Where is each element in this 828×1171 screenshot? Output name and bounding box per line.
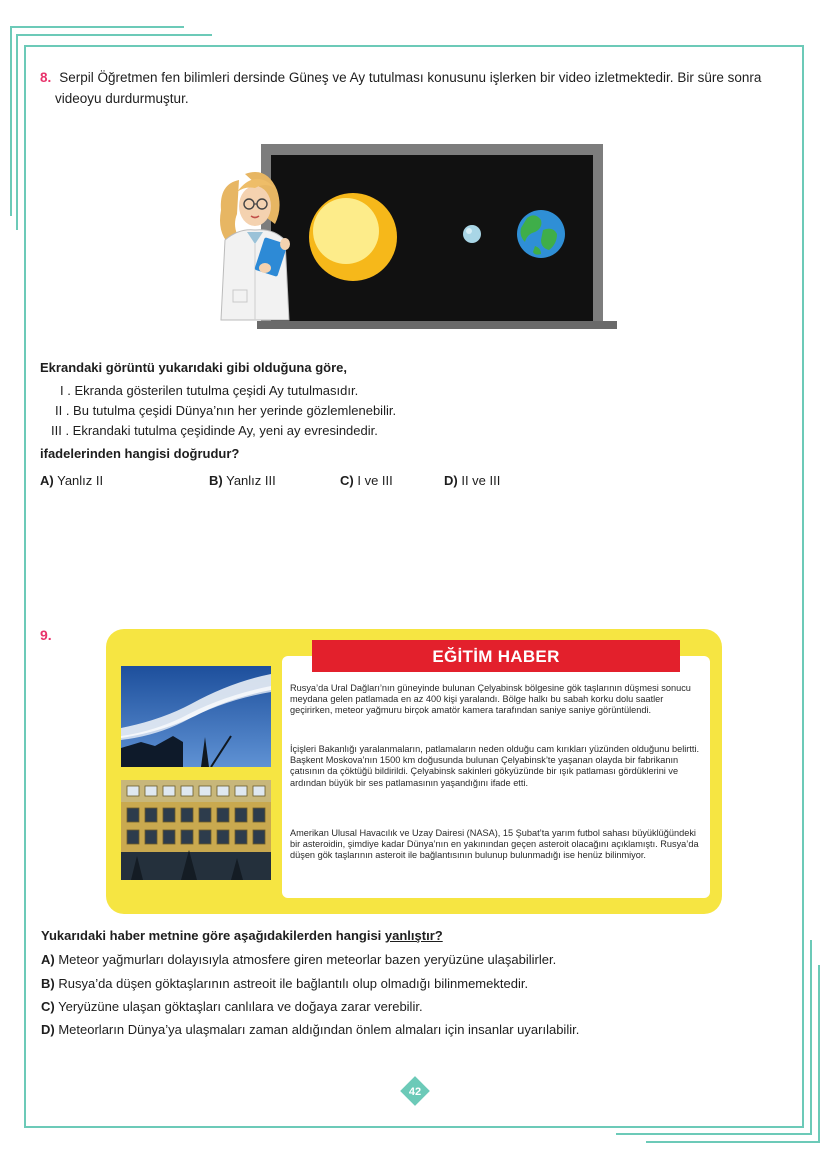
news-paragraph-2: İçişleri Bakanlığı yaralanmaların, patlamaların neden olduğu cam kırıkları yüzünden olduğunu belirtti. Başkent Moskova’nın 1500 km doğusunda bulunan Çelyabinsk’te yaşanan olayda bir fabrikanın çatısının da çöktüğü bildirildi. Çelyabinsk sakinleri gökyüzünde bir ışık patlaması gördüklerini ve ardından büyük bir ses patlamasının yaşandığını ifade etti. (290, 744, 700, 788)
option-text: Meteor yağmurları dolayısıyla atmosfere giren meteorlar bazen yeryüzüne ulaşabilirler. (58, 952, 557, 967)
option-text: II ve III (461, 473, 501, 488)
page-number: 42 (408, 1086, 422, 1098)
question-8-lead: Ekrandaki görüntü yukarıdaki gibi olduğuna göre, (40, 360, 347, 375)
page-number-badge (400, 1076, 430, 1106)
question-number: 8. (40, 70, 52, 85)
q9-option-b[interactable] (41, 976, 528, 991)
question-text-line2: videoyu durdurmuştur. (55, 91, 189, 106)
option-letter: C) (340, 473, 354, 488)
option-letter: B) (209, 473, 223, 488)
question-8-ask: ifadelerinden hangisi doğrudur? (40, 446, 240, 461)
option-text: Yanlız II (57, 473, 104, 488)
question-text-line1: Serpil Öğretmen fen bilimleri dersinde Güneş ve Ay tutulması konusunu işlerken bir video izletmektedir. Bir süre sonra (59, 70, 762, 85)
meteor-trail-photo (121, 666, 271, 767)
moon-icon (463, 225, 481, 243)
news-paragraph-1: Rusya’da Ural Dağları’nın güneyinde bulunan Çelyabinsk bölgesine gök taşlarının düşmesi sonucu meydana gelen patlamada en az 400 kişi yaralandı. Bölge halkı bu sabah korku dolu saatler geçirirken, meteor yağmuru birçok amatör kamera tarafından saniye saniye görüntülendi. (290, 683, 691, 716)
q8-option-a[interactable] (40, 473, 103, 488)
damaged-building-photo (121, 780, 271, 880)
lead-underlined: yanlıştır? (384, 928, 443, 943)
eclipse-illustration (205, 140, 625, 335)
option-text: Yanlız III (226, 473, 276, 488)
option-letter: A) (40, 473, 54, 488)
option-text: Meteorların Dünya’ya ulaşmaları zaman aldığından önlem almaları için insanlar uyarılabilir. (58, 1022, 580, 1037)
q9-option-a[interactable] (41, 952, 556, 967)
q8-option-b[interactable] (209, 473, 276, 488)
lead-text: Yukarıdaki haber metnine göre aşağıdakilerden hangisi (41, 928, 385, 943)
question-9-number: 9. (40, 627, 52, 643)
option-letter: A) (41, 952, 55, 967)
option-letter: C) (41, 999, 55, 1014)
question-9-lead (41, 928, 443, 943)
sun-icon (309, 193, 397, 281)
statement-1: I . Ekranda gösterilen tutulma çeşidi Ay tutulmasıdır. (60, 383, 359, 398)
earth-icon (517, 210, 565, 258)
option-text: Yeryüzüne ulaşan göktaşları canlılara ve doğaya zarar verebilir. (58, 999, 423, 1014)
q8-option-d[interactable] (444, 473, 500, 488)
option-text: I ve III (357, 473, 393, 488)
option-text: Rusya’da düşen göktaşlarının astreoit ile bağlantılı olup olmadığı bilinmemektedir. (58, 976, 529, 991)
option-letter: B) (41, 976, 55, 991)
q9-option-d[interactable] (41, 1022, 579, 1037)
q9-option-c[interactable] (41, 999, 423, 1014)
option-letter: D) (41, 1022, 55, 1037)
q8-option-c[interactable] (340, 473, 393, 488)
question-8-text (40, 67, 800, 109)
news-title: EĞİTİM HABER (312, 640, 680, 672)
news-paragraph-3: Amerikan Ulusal Havacılık ve Uzay Dairesi (NASA), 15 Şubat’ta yarım futbol sahası büyüklüğündeki bir asteroidin, şimdiye kadar Dünya’nın en yakınından geçen asteroit olacağını açıklamıştı. Rusya’da düşen gök taşlarının asteroit ile bağlantısının bulunup bulunmadığı ise henüz bilinmiyor. (290, 828, 699, 861)
statement-3: III . Ekrandaki tutulma çeşidinde Ay, yeni ay evresindedir. (51, 423, 378, 438)
statement-2: II . Bu tutulma çeşidi Dünya’nın her yerinde gözlemlenebilir. (55, 403, 397, 418)
option-letter: D) (444, 473, 458, 488)
